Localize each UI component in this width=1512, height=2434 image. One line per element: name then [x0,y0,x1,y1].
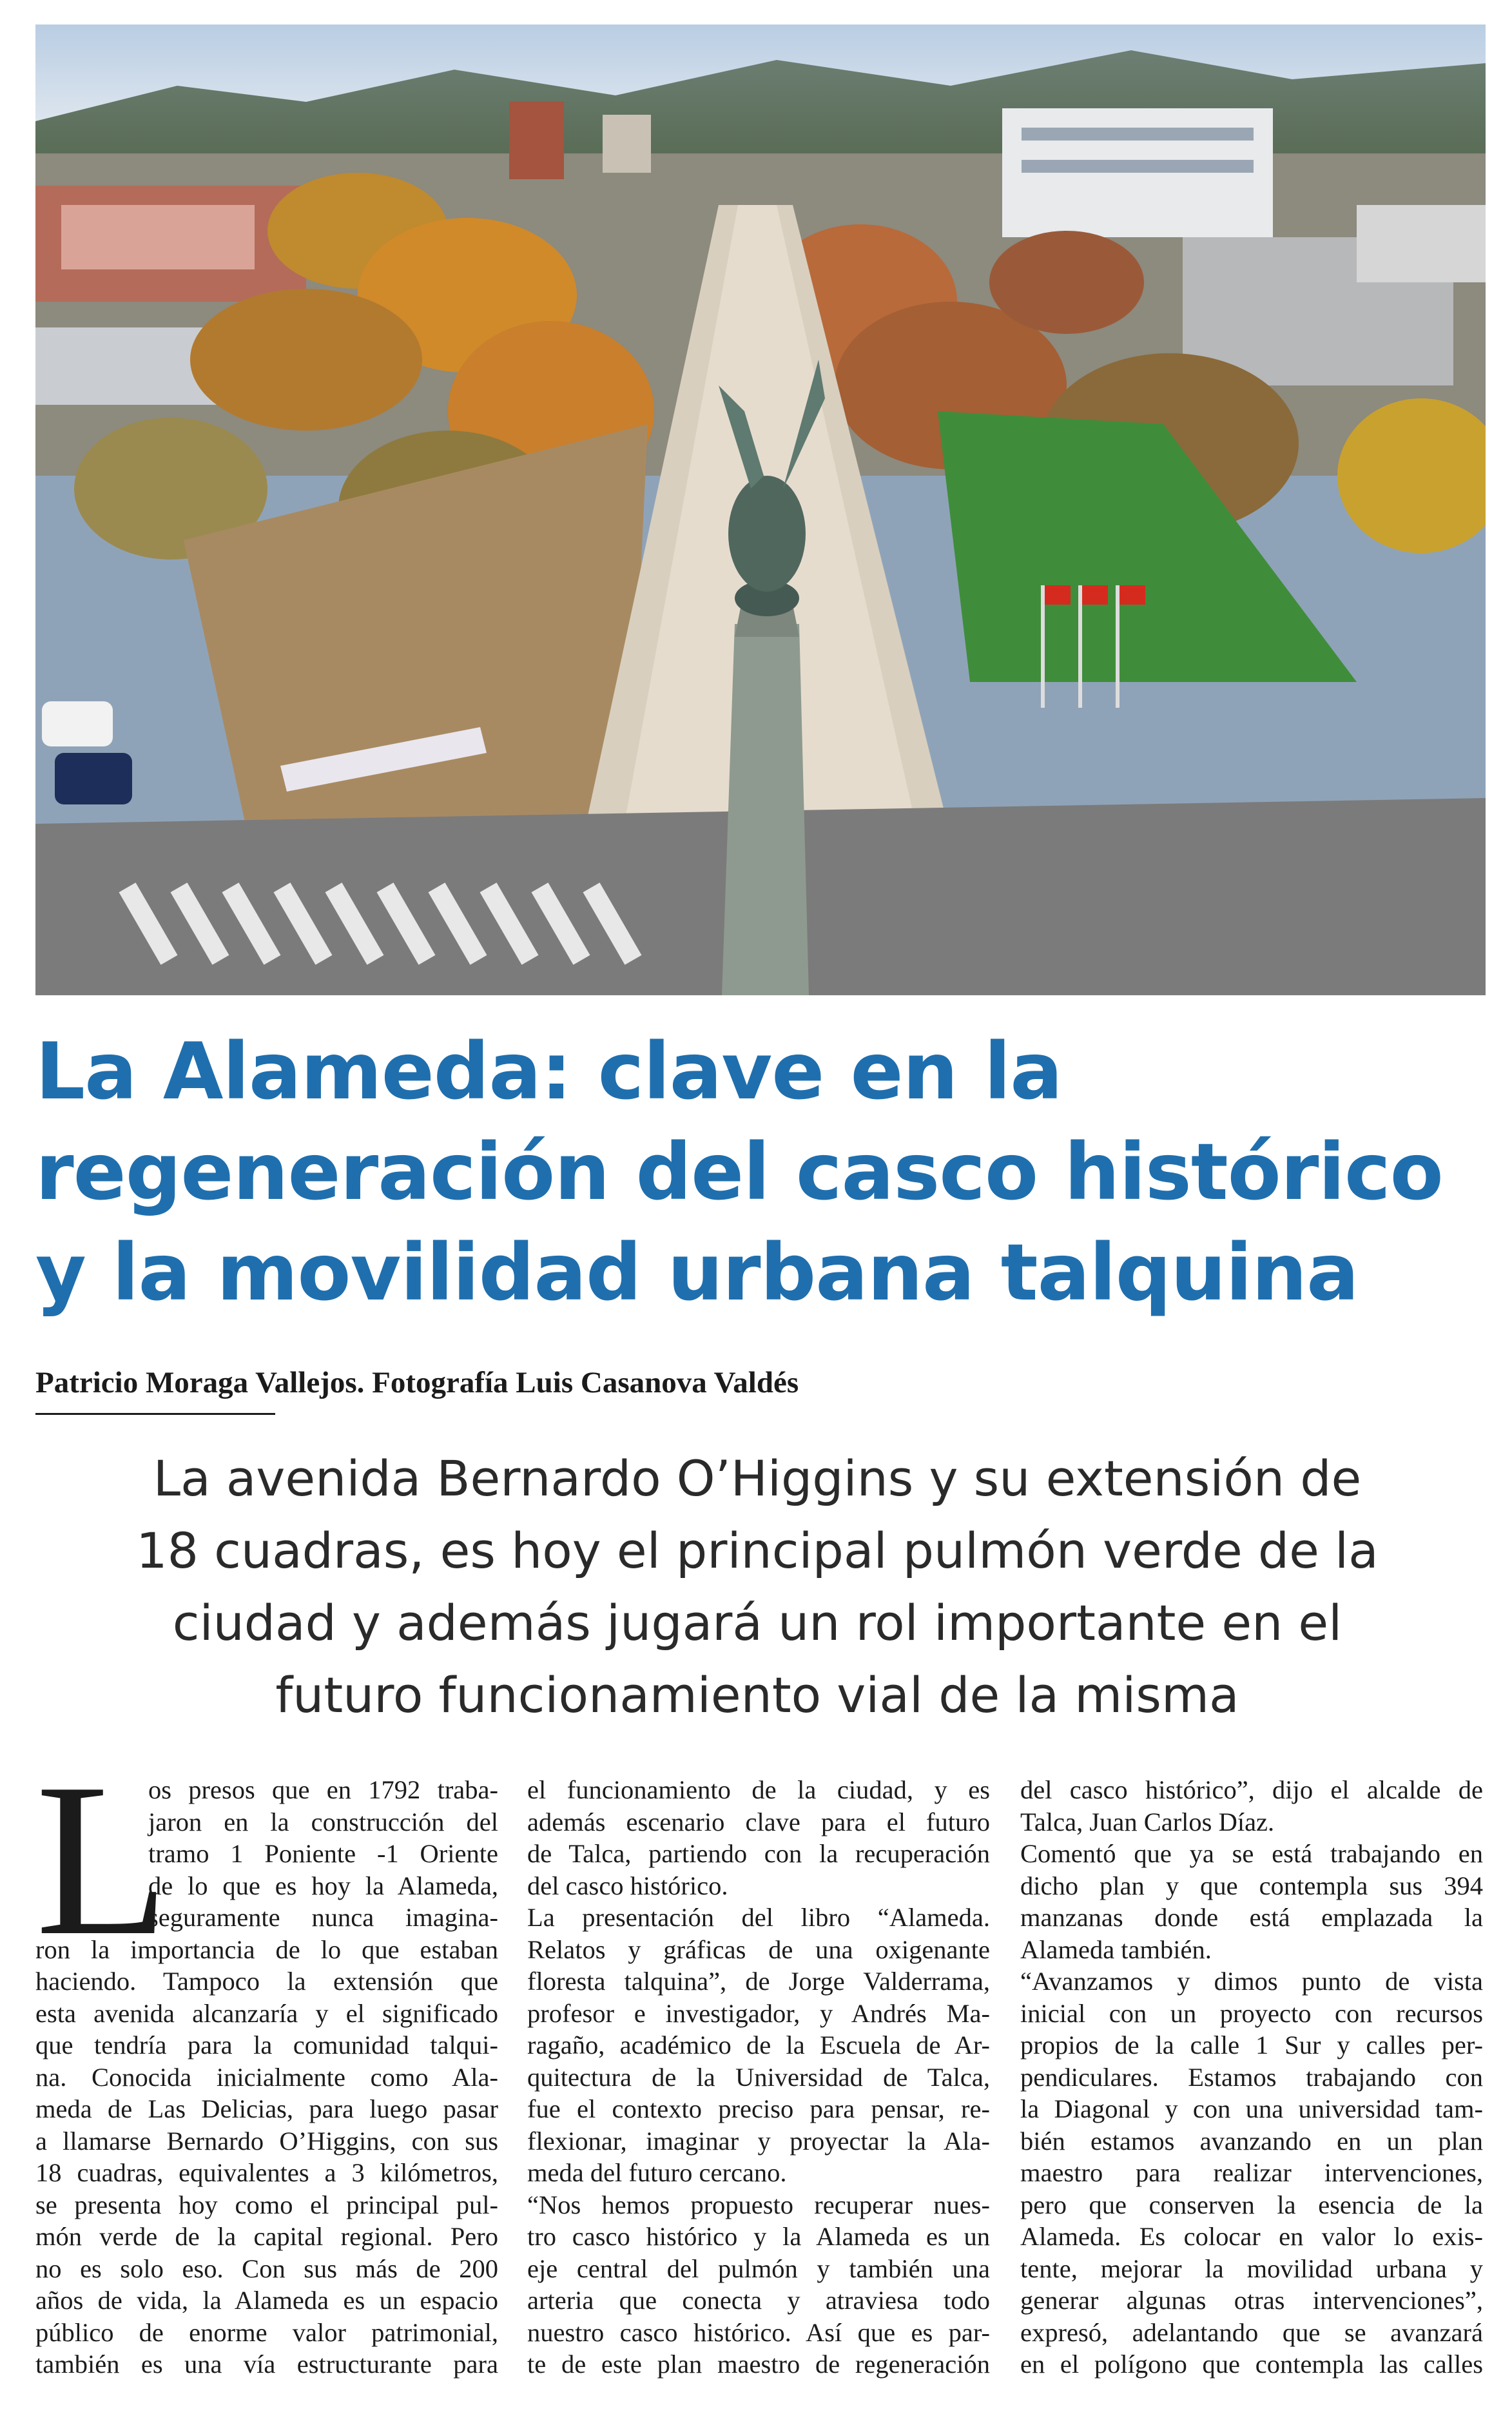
col2-line: el funcionamiento de la ciudad, y es [527,1775,990,1804]
col3-line: Alameda también. [1020,1934,1212,1964]
lead-line-4: futuro funcionamiento vial de la misma [275,1666,1239,1724]
lead-line-1: La avenida Bernardo O’Higgins y su extensión de [153,1450,1362,1507]
col2-line: arteria que conecta y atraviesa todo [527,2286,990,2315]
col1-line: no es solo eso. Con sus más de 200 [35,2254,498,2283]
headline [35,1022,1492,1323]
col1-line: os presos que en 1792 traba- [148,1775,498,1804]
col2-line: profesor e investigador, y Andrés Ma- [527,1998,990,2028]
col3-line: bién estamos avanzando en un plan [1020,2126,1483,2156]
body-column-3 [1020,1774,1483,2380]
col3-line: dicho plan y que contempla sus 394 [1020,1871,1483,1900]
col1-line: se presenta hoy como el principal pul- [35,2190,498,2219]
headline-line-2: regeneración del casco histórico [35,1127,1443,1218]
col2-line: te de este plan maestro de regeneración [527,2350,990,2379]
col3-line: pendiculares. Estamos trabajando con [1020,2062,1483,2092]
col3-line: Talca, Juan Carlos Díaz. [1020,1807,1275,1836]
body-column-1 [35,1738,498,2380]
col3-line: Comentó que ya se está trabajando en [1020,1839,1483,1868]
col2-line: “Nos hemos propuesto recuperar nues- [527,2190,990,2219]
col1-line: ron la importancia de lo que estaban [35,1934,498,1964]
col3-line: propios de la calle 1 Sur y calles per- [1020,2030,1483,2059]
headline-line-3: y la movilidad urbana talquina [35,1227,1359,1318]
col3-line: “Avanzamos y dimos punto de vista [1020,1967,1483,1996]
col1-line: món verde de la capital regional. Pero [35,2222,498,2251]
col1-line: años de vida, la Alameda es un espacio [35,2286,498,2315]
article-photo [35,24,1486,995]
col2-line: Relatos y gráficas de una oxigenante [527,1934,990,1964]
col3-line: manzanas donde está emplazada la [1020,1903,1483,1932]
col2-line: eje central del pulmón y también una [527,2254,990,2283]
col2-line: de Talca, partiendo con la recuperación [527,1839,990,1868]
col3-line: la Diagonal y con una universidad tam- [1020,2094,1483,2123]
col1-line: también es una vía estructurante para [35,2350,498,2379]
byline-underline [35,1413,275,1415]
col1-line: 18 cuadras, equivalentes a 3 kilómetros, [35,2158,498,2187]
lead-line-3: ciudad y además jugará un rol importante en el [172,1594,1342,1651]
col1-line: de lo que es hoy la Alameda, [148,1871,498,1900]
col2-line: ragaño, académico de la Escuela de Ar- [527,2030,990,2059]
col3-line: maestro para realizar intervenciones, [1020,2158,1483,2187]
col2-line: meda del futuro cercano. [527,2158,787,2187]
col2-line: quitectura de la Universidad de Talca, [527,2062,990,2092]
col2-line: floresta talquina”, de Jorge Valderrama, [527,1967,990,1996]
col2-line: La presentación del libro “Alameda. [527,1903,990,1932]
col1-line: seguramente nunca imagina- [148,1903,498,1932]
body-column-2 [527,1774,990,2380]
col3-line: expresó, adelantando que se avanzará [1020,2317,1483,2347]
col1-line: público de enorme valor patrimonial, [35,2317,498,2347]
col2-line: además escenario clave para el futuro [527,1807,990,1836]
col3-line: inicial con un proyecto con recursos [1020,1998,1483,2028]
col3-line: del casco histórico”, dijo el alcalde de [1020,1775,1483,1804]
col3-line: generar algunas otras intervenciones”, [1020,2286,1483,2315]
col2-line: flexionar, imaginar y proyectar la Ala- [527,2126,990,2156]
col1-line: esta avenida alcanzaría y el significado [35,1998,498,2028]
col2-line: del casco histórico. [527,1871,728,1900]
col1-line: que tendría para la comunidad talqui- [35,2030,498,2059]
drop-cap: L [35,1738,170,1981]
col1-line: haciendo. Tampoco la extensión que [35,1967,498,1996]
lead-line-2: 18 cuadras, es hoy el principal pulmón verde de la [136,1522,1379,1579]
col2-line: tro casco histórico y la Alameda es un [527,2222,990,2251]
col1-line: jaron en la construcción del [148,1807,498,1836]
col3-line: tente, mejorar la movilidad urbana y [1020,2254,1483,2283]
col2-line: fue el contexto preciso para pensar, re- [527,2094,990,2123]
col3-line: Alameda. Es colocar en valor lo exis- [1020,2222,1483,2251]
lead-paragraph [77,1443,1437,1731]
col1-line: tramo 1 Poniente -1 Oriente [148,1839,498,1868]
headline-line-1: La Alameda: clave en la [35,1026,1062,1117]
col3-line: en el polígono que contempla las calles [1020,2350,1483,2379]
col1-line: na. Conocida inicialmente como Ala- [35,2062,498,2092]
aerial-photo-illustration [35,24,1486,995]
col2-line: nuestro casco histórico. Así que es par- [527,2317,990,2347]
col3-line: pero que conserven la esencia de la [1020,2190,1483,2219]
col1-line: a llamarse Bernardo O’Higgins, con sus [35,2126,498,2156]
byline: Patricio Moraga Vallejos. Fotografía Luis Casanova Valdés [35,1366,799,1399]
col1-line: meda de Las Delicias, para luego pasar [35,2094,498,2123]
